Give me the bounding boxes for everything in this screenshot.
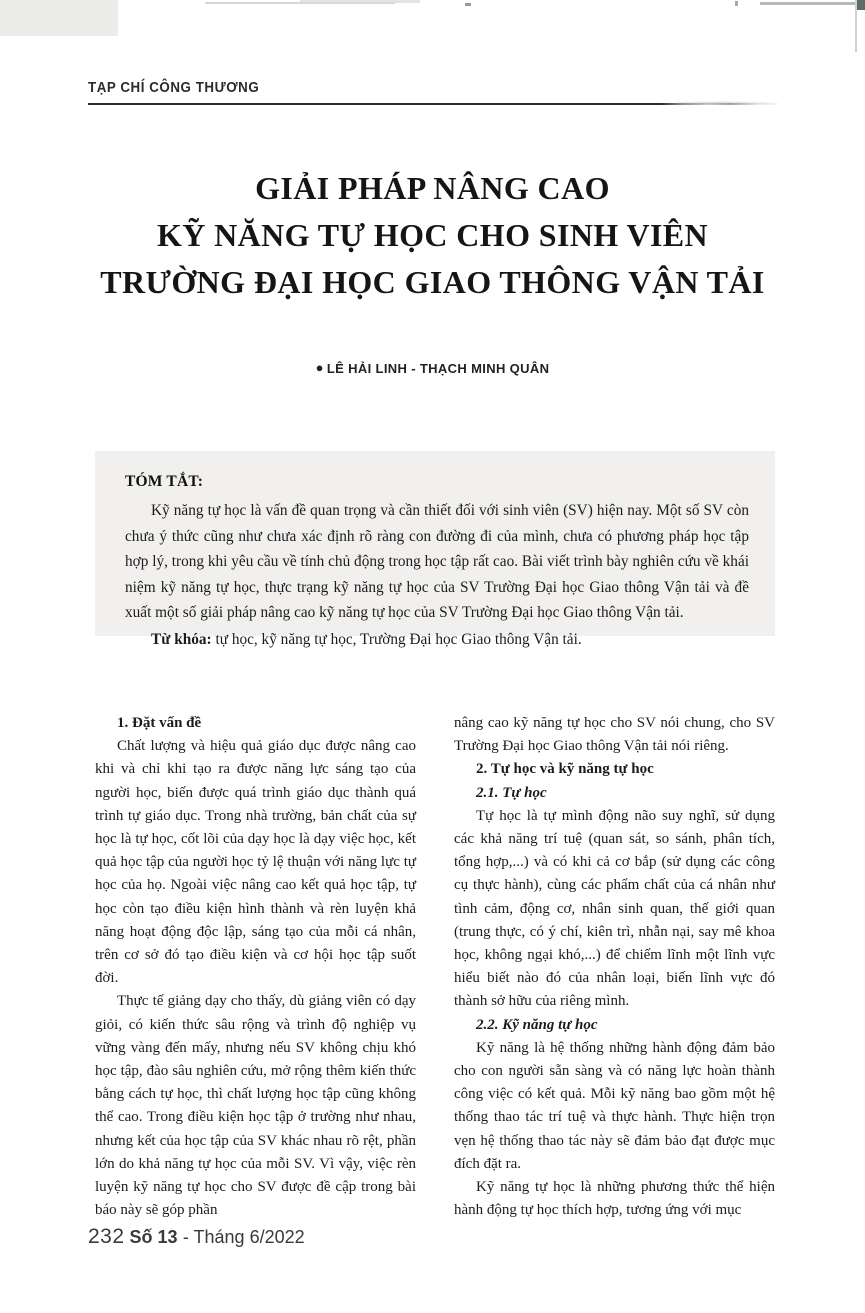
- abstract-keywords: [125, 627, 749, 653]
- title-line-2: KỸ NĂNG TỰ HỌC CHO SINH VIÊN: [156, 217, 709, 253]
- abstract-heading: TÓM TẮT:: [125, 473, 204, 490]
- author-byline: [60, 360, 805, 376]
- scan-artifact: [465, 3, 471, 6]
- abstract-text: Kỹ năng tự học là vấn đề quan trọng và cần thiết đối với sinh viên (SV) hiện nay. Một số SV còn chưa ý thức cũng như chưa xác định rõ ràng con đường đi của mình, chưa có phương pháp học tập hợp lý, trong khi yêu cầu về tính chủ động trong học tập rất cao. Bài viết trình bày nghiên cứu về khái niệm kỹ năng tự học, thực trạng kỹ năng tự học của SV Trường Đại học Giao thông Vận tải và đề xuất một số giải pháp nâng cao kỹ năng tự học của SV Trường Đại học Giao thông Vận tải.: [125, 502, 749, 621]
- right-column: [454, 712, 775, 1219]
- title-line-1: GIẢI PHÁP NÂNG CAO: [255, 170, 610, 206]
- scan-artifact: [760, 2, 855, 5]
- scan-artifact: [0, 0, 118, 36]
- scan-artifact: [856, 0, 865, 10]
- page-footer: [88, 1225, 305, 1249]
- footer-issue: Số 13: [129, 1227, 178, 1247]
- scan-artifact: [735, 1, 738, 6]
- author-names: LÊ HẢI LINH - THẠCH MINH QUÂN: [326, 361, 550, 376]
- heading-subsection-2-2: 2.2. Kỹ năng tự học: [476, 1016, 598, 1033]
- abstract-box: [95, 451, 775, 648]
- running-head-rule-fade: [676, 101, 780, 105]
- body-columns: [95, 712, 775, 1219]
- running-head: TẠP CHÍ CÔNG THƯƠNG: [88, 80, 260, 96]
- paragraph-right-continued: nâng cao kỹ năng tự học cho SV nói chung, cho SV Trường Đại học Giao thông Vận tải nói riêng.: [454, 715, 775, 755]
- paragraph-left-1: Chất lượng và hiệu quả giáo dục được nâng cao khi và chỉ khi tạo ra được năng lực sáng tạo của người học, biến được quá trình giáo dục thành quá trình tự giáo dục. Trong nhà trường, bản chất của sự học là tự học, cốt lõi của dạy học là dạy việc học, kết quả học tập của người học tỷ lệ thuận với năng lực tự học của họ. Ngoài việc nâng cao kết quả học tập, tự học còn tạo điều kiện hình thành và rèn luyện khả năng hoạt động độc lập, sáng tạo của mỗi cá nhân, trên cơ sở đó tạo điều kiện và cơ hội học tập suốt đời.: [95, 738, 416, 987]
- paragraph-right-22a: Kỹ năng là hệ thống những hành động đảm bảo cho con người sẵn sàng và có năng lực hoàn thành công việc có kết quả. Mỗi kỹ năng bao gồm một hệ thống thao tác trí tuệ và thực hành. Thực hiện trọn vẹn hệ thống thao tác này sẽ đảm bảo đạt được mục đích đặt ra.: [454, 1039, 775, 1172]
- footer-date: - Tháng 6/2022: [182, 1227, 305, 1247]
- heading-subsection-2-1: 2.1. Tự học: [476, 784, 547, 801]
- keywords-label: Từ khóa:: [151, 630, 212, 648]
- heading-section-1: 1. Đặt vấn đề: [117, 715, 202, 731]
- heading-section-2: 2. Tự học và kỹ năng tự học: [476, 761, 654, 778]
- paragraph-right-21: Tự học là tự mình động não suy nghĩ, sử dụng các khả năng trí tuệ (quan sát, so sánh, phân tích, tổng hợp,...) và có khi cả cơ bắp (sử dụng các công cụ thực hành), cùng các phẩm chất của cá nhân như tình cảm, động cơ, nhân sinh quan, thế giới quan (trung thực, có ý chí, kiên trì, nhẫn nại, say mê khoa học, không ngại khó,...) để chiếm lĩnh một lĩnh vực hiểu biết nào đó của nhân loại, biến lĩnh vực đó thành sở hữu của riêng mình.: [454, 807, 775, 1010]
- footer-page-number: 232: [88, 1225, 125, 1248]
- paragraph-right-22b: Kỹ năng tự học là những phương thức thể hiện hành động tự học thích hợp, tương ứng với mục: [454, 1179, 775, 1219]
- paragraph-left-2: Thực tế giảng dạy cho thấy, dù giảng viên có dạy giỏi, có kiến thức sâu rộng và trình độ nghiệp vụ vững vàng đến mấy, nhưng nếu SV không chịu khó học tập, đào sâu nghiên cứu, mở rộng thêm kiến thức bằng cách tự học, thì chất lượng học tập cũng không thể cao. Trong điều kiện học tập ở trường như nhau, nhưng kết của học tập của SV khác nhau rõ rệt, phần lớn do khả năng tự học của mỗi SV. Vì vậy, việc rèn luyện kỹ năng tự học cho SV được đề cập trong bài báo này sẽ góp phần: [95, 993, 416, 1219]
- scan-artifact: [205, 2, 395, 4]
- article-title: [60, 165, 805, 306]
- left-column: [95, 712, 416, 1219]
- bullet-icon: ●: [315, 360, 324, 375]
- scan-artifact: [855, 0, 857, 52]
- keywords-value: tự học, kỹ năng tự học, Trường Đại học Giao thông Vận tải.: [215, 630, 582, 648]
- title-line-3: TRƯỜNG ĐẠI HỌC GIAO THÔNG VẬN TẢI: [100, 264, 765, 300]
- running-head-rule: [88, 103, 778, 105]
- scan-artifact: [300, 0, 420, 3]
